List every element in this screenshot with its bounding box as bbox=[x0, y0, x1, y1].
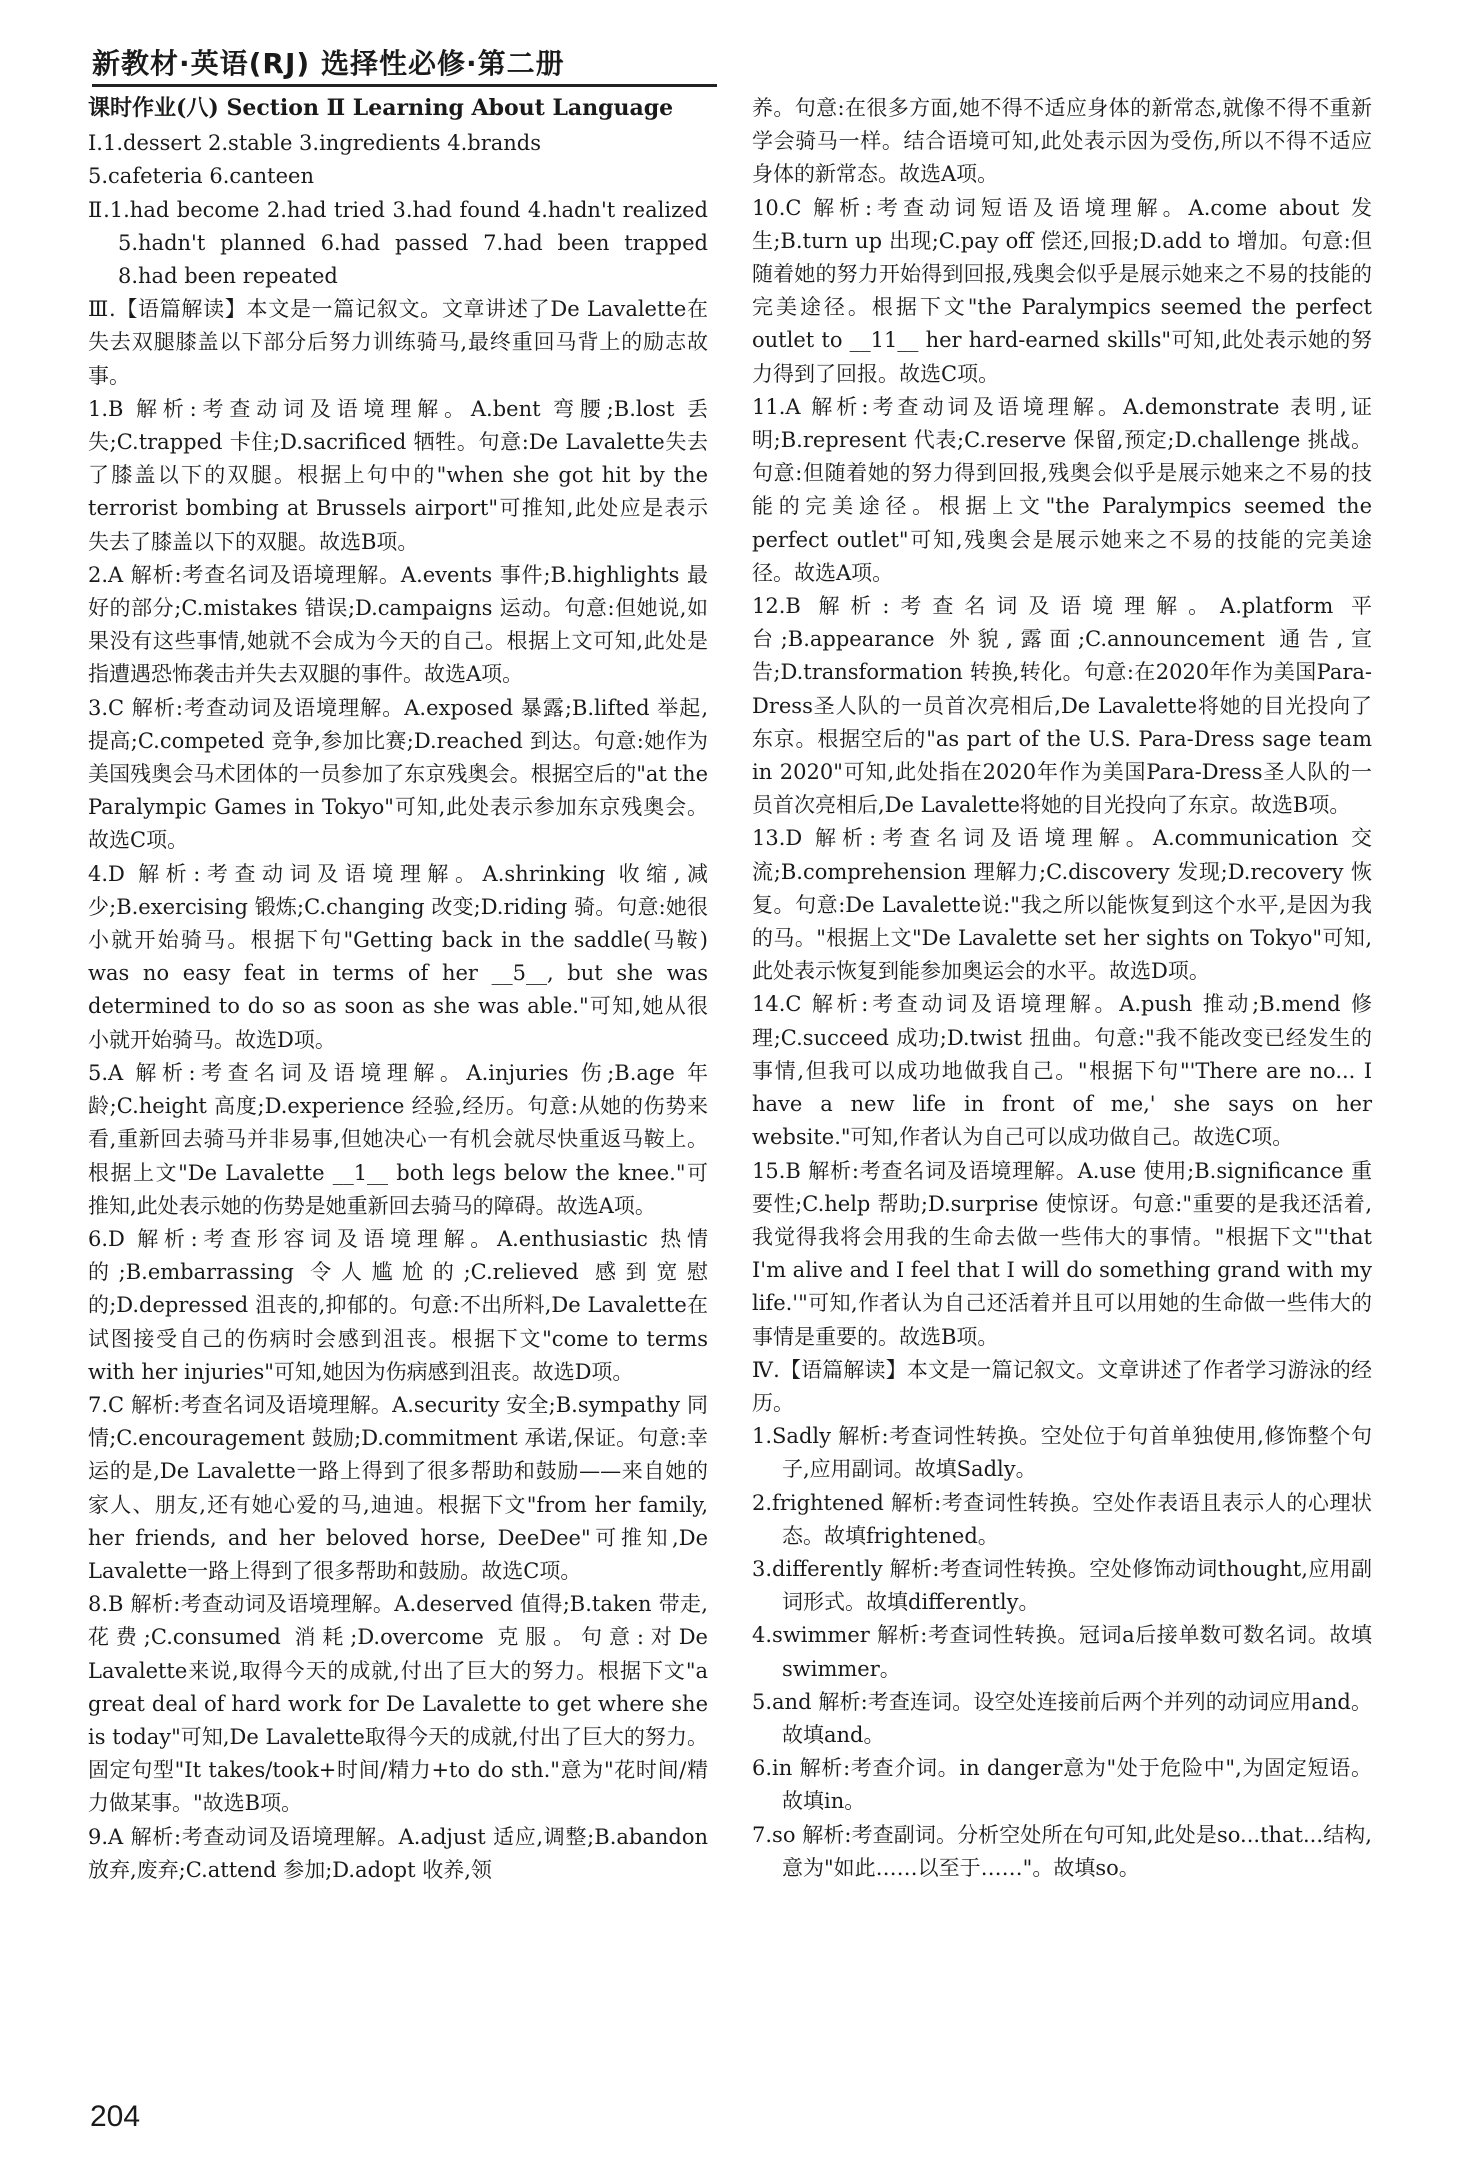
section-title: 课时作业(八) Section Ⅱ Learning About Language bbox=[88, 95, 674, 121]
left-column bbox=[88, 92, 708, 1887]
answer-paragraph: Ⅱ.1.had become 2.had tried 3.had found 4.hadn't realized 5.hadn't planned 6.had passed 7.had been trapped 8.had been repeated bbox=[88, 197, 708, 289]
answer-paragraph: 7.so 解析:考查副词。分析空处所在句可知,此处是so...that...结构,意为"如此……以至于……"。故填so。 bbox=[752, 1822, 1372, 1880]
answer-paragraph: 14.C 解析:考查动词及语境理解。A.push 推动;B.mend 修理;C.succeed 成功;D.twist 扭曲。句意:"我不能改变已经发生的事情,但我可以成功地做我自己。"根据下句"'There are no... I have a new life in front of me,' she says on her website."可知,作者认为自己可以成功做自己。故选C项。 bbox=[752, 992, 1372, 1150]
answer-paragraph: 11.A 解析:考查动词及语境理解。A.demonstrate 表明,证明;B.represent 代表;C.reserve 保留,预定;D.challenge 挑战。句意:但随着她的努力得到回报,残奥会似乎是展示她来之不易的技能的完美途径。根据上文"the Paralympics seemed the perfect outlet"可知,残奥会是展示她来之不易的技能的完美途径。故选A项。 bbox=[752, 394, 1372, 585]
answer-paragraph: 6.D 解析:考查形容词及语境理解。A.enthusiastic 热情的;B.embarrassing 令人尴尬的;C.relieved 感到宽慰的;D.depressed 沮丧的,抑郁的。句意:不出所料,De Lavalette在试图接受自己的伤病时会感到沮丧。根据下文"come to terms with her injuries"可知,她因为伤病感到沮丧。故选D项。 bbox=[88, 1226, 708, 1384]
answer-paragraph: 5.A 解析:考查名词及语境理解。A.injuries 伤;B.age 年龄;C.height 高度;D.experience 经验,经历。句意:从她的伤势来看,重新回去骑马并非易事,但她决心一有机会就尽快重返马鞍上。根据上文"De Lavalette __1__ both legs below the knee."可推知,此处表示她的伤势是她重新回去骑马的障碍。故选A项。 bbox=[88, 1060, 708, 1218]
answer-paragraph: 4.D 解析:考查动词及语境理解。A.shrinking 收缩,减少;B.exercising 锻炼;C.changing 改变;D.riding 骑。句意:她很小就开始骑马。根据下句"Getting back in the saddle(马鞍) was no easy feat in terms of her __5__, but she was determined to do so as soon as she was able."可知,她从很小就开始骑马。故选D项。 bbox=[88, 861, 708, 1052]
answer-paragraph: 9.A 解析:考查动词及语境理解。A.adjust 适应,调整;B.abandon 放弃,废弃;C.attend 参加;D.adopt 收养,领 bbox=[88, 1824, 708, 1882]
answer-paragraph: 7.C 解析:考查名词及语境理解。A.security 安全;B.sympathy 同情;C.encouragement 鼓励;D.commitment 承诺,保证。句意:幸运的是,De Lavalette一路上得到了很多帮助和鼓励——来自她的家人、朋友,还有她心爱的马,迪迪。根据下文"from her family, her friends, and her beloved horse, DeeDee"可推知,De Lavalette一路上得到了很多帮助和鼓励。故选C项。 bbox=[88, 1392, 708, 1583]
answer-paragraph: 2.frightened 解析:考查词性转换。空处作表语且表示人的心理状态。故填frightened。 bbox=[752, 1490, 1372, 1548]
answer-paragraph: 8.B 解析:考查动词及语境理解。A.deserved 值得;B.taken 带走,花费;C.consumed 消耗;D.overcome 克服。句意:对De Lavalette来说,取得今天的成就,付出了巨大的努力。根据下文"a great deal of hard work for De Lavalette to get where she is today"可知,De Lavalette取得今天的成就,付出了巨大的努力。固定句型"It takes/took+时间/精力+to do sth."意为"花时间/精力做某事。"故选B项。 bbox=[88, 1592, 708, 1816]
answer-paragraph: 6.in 解析:考查介词。in danger意为"处于危险中",为固定短语。故填in。 bbox=[752, 1756, 1372, 1814]
answer-paragraph: Ⅲ.【语篇解读】本文是一篇记叙文。文章讲述了De Lavalette在失去双腿膝盖以下部分后努力训练骑马,最终重回马背上的励志故事。 bbox=[88, 297, 708, 388]
answer-paragraph: 1.B 解析:考查动词及语境理解。A.bent 弯腰;B.lost 丢失;C.trapped 卡住;D.sacrificed 牺牲。句意:De Lavalette失去了膝盖以下的双腿。根据上句中的"when she got hit by the terrorist bombing at Brussels airport"可推知,此处应是表示失去了膝盖以下的双腿。故选B项。 bbox=[88, 396, 708, 554]
answer-paragraph: 12.B 解析:考查名词及语境理解。A.platform 平台;B.appearance 外貌,露面;C.announcement 通告,宣告;D.transformation 转换,转化。句意:在2020年作为美国Para-Dress圣人队的一员首次亮相后,De Lavalette将她的目光投向了东京。根据空后的"as part of the U.S. Para-Dress sage team in 2020"可知,此处指在2020年作为美国Para-Dress圣人队的一员首次亮相后,De Lavalette将她的目光投向了东京。故选B项。 bbox=[752, 594, 1372, 818]
page-header: 新教材·英语(RJ) 选择性必修·第二册 bbox=[92, 47, 565, 80]
answer-paragraph: 4.swimmer 解析:考查词性转换。冠词a后接单数可数名词。故填swimmer。 bbox=[752, 1623, 1372, 1681]
answer-paragraph: 养。句意:在很多方面,她不得不适应身体的新常态,就像不得不重新学会骑马一样。结合语境可知,此处表示因为受伤,所以不得不适应身体的新常态。故选A项。 bbox=[752, 96, 1372, 187]
right-column bbox=[752, 92, 1372, 1885]
answer-paragraph: 1.Sadly 解析:考查词性转换。空处位于句首单独使用,修饰整个句子,应用副词。故填Sadly。 bbox=[752, 1424, 1372, 1482]
answer-paragraph: 5.and 解析:考查连词。设空处连接前后两个并列的动词应用and。故填and。 bbox=[752, 1689, 1372, 1747]
answer-paragraph: 13.D 解析:考查名词及语境理解。A.communication 交流;B.comprehension 理解力;C.discovery 发现;D.recovery 恢复。句意:De Lavalette说:"我之所以能恢复到这个水平,是因为我的马。"根据上文"De Lavalette set her sights on Tokyo"可知,此处表示恢复到能参加奥运会的水平。故选D项。 bbox=[752, 826, 1372, 984]
answer-paragraph: Ⅰ.1.dessert 2.stable 3.ingredients 4.brands bbox=[88, 131, 542, 156]
header-divider bbox=[92, 84, 717, 87]
answer-paragraph: 2.A 解析:考查名词及语境理解。A.events 事件;B.highlights 最好的部分;C.mistakes 错误;D.campaigns 运动。句意:但她说,如果没有这些事情,她就不会成为今天的自己。根据上文可知,此处是指遭遇恐怖袭击并失去双腿的事件。故选A项。 bbox=[88, 562, 708, 687]
answer-paragraph: 5.cafeteria 6.canteen bbox=[88, 164, 314, 189]
answer-paragraph: Ⅳ.【语篇解读】本文是一篇记叙文。文章讲述了作者学习游泳的经历。 bbox=[752, 1357, 1372, 1415]
page-number: 204 bbox=[90, 2100, 141, 2133]
answer-paragraph: 15.B 解析:考查名词及语境理解。A.use 使用;B.significance 重要性;C.help 帮助;D.surprise 使惊讶。句意:"重要的是我还活着,我觉得我将会用我的生命去做一些伟大的事情。"根据下文"'that I'm alive and I feel that I will do something grand with my life.'"可知,作者认为自己还活着并且可以用她的生命做一些伟大的事情是重要的。故选B项。 bbox=[752, 1158, 1372, 1349]
answer-paragraph: 10.C 解析:考查动词短语及语境理解。A.come about 发生;B.turn up 出现;C.pay off 偿还,回报;D.add to 增加。句意:但随着她的努力开始得到回报,残奥会似乎是展示她来之不易的技能的完美途径。根据下文"the Paralympics seemed the perfect outlet to __11__ her hard-earned skills"可知,此处表示她的努力得到了回报。故选C项。 bbox=[752, 195, 1372, 386]
answer-paragraph: 3.differently 解析:考查词性转换。空处修饰动词thought,应用副词形式。故填differently。 bbox=[752, 1556, 1372, 1615]
answer-paragraph: 3.C 解析:考查动词及语境理解。A.exposed 暴露;B.lifted 举起,提高;C.competed 竞争,参加比赛;D.reached 到达。句意:她作为美国残奥会马术团体的一员参加了东京残奥会。根据空后的"at the Paralympic Games in Tokyo"可知,此处表示参加东京残奥会。故选C项。 bbox=[88, 695, 708, 853]
